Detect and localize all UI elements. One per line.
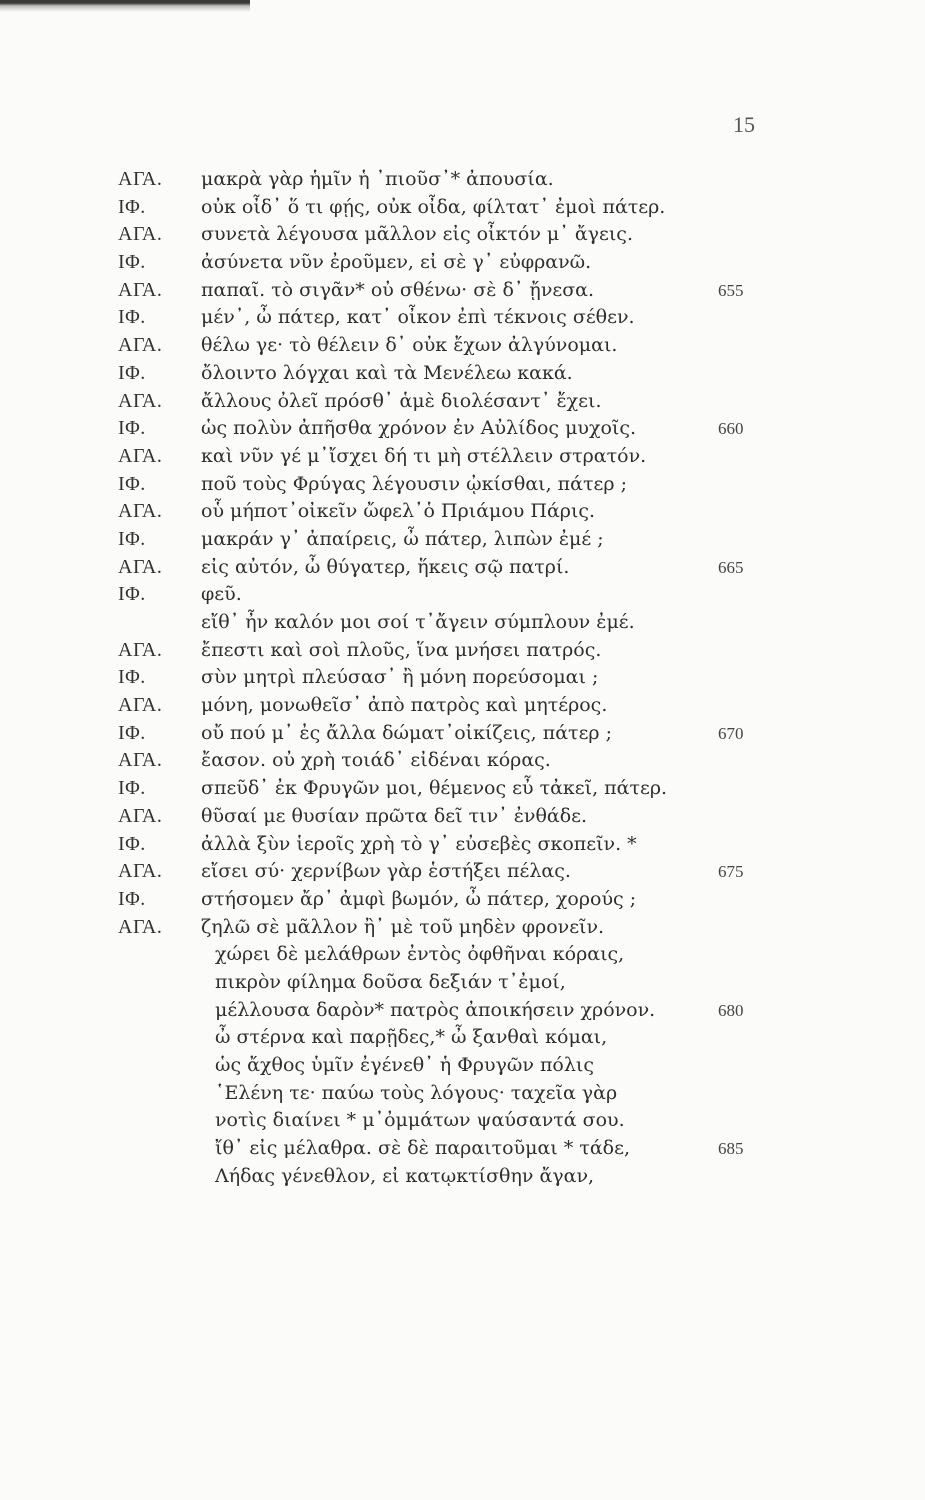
verse-text: ἔασον. οὐ χρὴ τοιάδ᾽ εἰδέναι κόρας. [201, 749, 551, 772]
speaker-label: ΑΓΑ. [118, 555, 163, 578]
verse-line [0, 526, 925, 554]
verse-line [0, 443, 925, 471]
verse-line [0, 415, 925, 443]
speaker-label: ΙΦ. [118, 777, 146, 800]
verse-line [0, 388, 925, 416]
verse-text: μέλλουσα δαρὸν* πατρὸς ἀποικήσειν χρόνον. [215, 998, 656, 1021]
verse-text: καὶ νῦν γέ μ᾽ἴσχει δή τι μὴ στέλλειν στρατόν. [201, 444, 647, 467]
verse-text: ῾Ελένη τε· παύω τοὺς λόγους· ταχεῖα γὰρ [215, 1081, 618, 1104]
verse-line [0, 332, 925, 360]
verse-line [0, 609, 925, 637]
verse-text: παπαῖ. τὸ σιγᾶν* οὐ σθένω· σὲ δ᾽ ᾔνεσα. [201, 278, 595, 301]
verse-line [0, 194, 925, 222]
verse-text: μέν᾽, ὦ πάτερ, κατ᾽ οἶκον ἐπὶ τέκνοις σέθεν. [201, 306, 635, 329]
speaker-label: ΙΦ. [118, 195, 146, 218]
speaker-label: ΑΓΑ. [118, 749, 163, 772]
verse-text: μακράν γ᾽ ἀπαίρεις, ὦ πάτερ, λιπὼν ἐμέ ; [201, 527, 604, 550]
verse-text: ἀλλὰ ξὺν ἱεροῖς χρὴ τὸ γ᾽ εὐσεβὲς σκοπεῖν. * [201, 832, 637, 855]
verse-line [0, 720, 925, 748]
verse-line [0, 304, 925, 332]
speaker-label: ΑΓΑ. [118, 334, 163, 357]
speaker-label: ΑΓΑ. [118, 638, 163, 661]
verse-line [0, 360, 925, 388]
speaker-label: ΙΦ. [118, 887, 146, 910]
speaker-label: ΙΦ. [118, 666, 146, 689]
verse-line [0, 277, 925, 305]
line-number: 670 [718, 723, 744, 743]
line-number: 680 [718, 1000, 744, 1020]
line-number: 655 [718, 280, 744, 300]
scan-edge-shadow [0, 0, 250, 12]
page-number: 15 [733, 112, 755, 137]
verse-text: ὄλοιντο λόγχαι καὶ τὰ Μενέλεω κακά. [201, 361, 573, 384]
line-number: 665 [718, 557, 744, 577]
verse-line [0, 775, 925, 803]
speaker-label: ΑΓΑ. [118, 389, 163, 412]
verse-text: συνετὰ λέγουσα μᾶλλον εἰς οἶκτόν μ᾽ ἄγεις. [201, 223, 633, 246]
verse-line [0, 637, 925, 665]
verse-line [0, 249, 925, 277]
verse-text: ἀσύνετα νῦν ἐροῦμεν, εἰ σὲ γ᾽ εὐφρανῶ. [201, 251, 592, 274]
verse-line [0, 692, 925, 720]
verse-text: χώρει δὲ μελάθρων ἐντὸς ὀφθῆναι κόραις, [215, 943, 625, 966]
verse-text: σπεῦδ᾽ ἐκ Φρυγῶν μοι, θέμενος εὖ τἀκεῖ, πάτερ. [201, 777, 668, 800]
verse-line [0, 1135, 925, 1163]
verse-text: οὔ πού μ᾽ ἐς ἄλλα δώματ᾽οἰκίζεις, πάτερ ; [201, 721, 613, 744]
speaker-label: ΙΦ. [118, 361, 146, 384]
verse-text: ὦ στέρνα καὶ παρῇδες,* ὦ ξανθαὶ κόμαι, [215, 1026, 608, 1049]
verse-line [0, 997, 925, 1025]
verse-text: στήσομεν ἄρ᾽ ἀμφὶ βωμόν, ὦ πάτερ, χορούς ; [201, 887, 637, 910]
verse-text: θέλω γε· τὸ θέλειν δ᾽ οὐκ ἔχων ἀλγύνομαι. [201, 334, 618, 357]
speaker-label: ΙΦ. [118, 721, 146, 744]
verse-text: μόνη, μονωθεῖσ᾽ ἀπὸ πατρὸς καὶ μητέρος. [201, 694, 608, 717]
verse-text: ὡς ἄχθος ὑμῖν ἐγένεθ᾽ ἡ Φρυγῶν πόλις [215, 1054, 594, 1076]
verse-line [0, 747, 925, 775]
verse-text: ἔπεστι καὶ σοὶ πλοῦς, ἵνα μνήσει πατρός. [201, 638, 602, 661]
speaker-label: ΙΦ. [118, 527, 146, 550]
verse-text: Λήδας γένεθλον, εἰ κατῳκτίσθην ἄγαν, [215, 1164, 595, 1187]
speaker-label: ΙΦ. [118, 583, 146, 606]
verse-line [0, 803, 925, 831]
verse-text: ζηλῶ σὲ μᾶλλον ἢ᾽ μὲ τοῦ μηδὲν φρονεῖν. [201, 915, 605, 938]
line-number: 675 [718, 862, 744, 882]
verse-line [0, 941, 925, 969]
verse-line [0, 886, 925, 914]
verse-line [0, 166, 925, 194]
verse-text: ἄλλους ὀλεῖ πρόσθ᾽ ἁμὲ διολέσαντ᾽ ἔχει. [201, 389, 602, 412]
verse-text: εἴσει σύ· χερνίβων γὰρ ἑστήξει πέλας. [201, 860, 571, 883]
speaker-label: ΑΓΑ. [118, 168, 163, 190]
verse-text: οὐκ οἶδ᾽ ὅ τι φῄς, οὐκ οἶδα, φίλτατ᾽ ἐμοὶ πάτερ. [201, 195, 666, 218]
verse-text: εἴθ᾽ ἦν καλόν μοι σοί τ᾽ἄγειν σύμπλουν ἐμέ. [201, 611, 635, 633]
verse-line [0, 969, 925, 997]
speaker-label: ΙΦ. [118, 472, 146, 495]
verse-line [0, 554, 925, 582]
verse-line [0, 1024, 925, 1052]
verse-line [0, 498, 925, 526]
speaker-label: ΙΦ. [118, 832, 146, 855]
verse-text: νοτὶς διαίνει * μ᾽ὀμμάτων ψαύσαντά σου. [215, 1109, 625, 1132]
line-number: 660 [718, 419, 744, 439]
verse-line [0, 1163, 925, 1191]
speaker-label: ΑΓΑ. [118, 444, 163, 467]
verse-dialogue [0, 166, 925, 1190]
speaker-label: ΑΓΑ. [118, 915, 163, 938]
speaker-label: ΑΓΑ. [118, 804, 163, 827]
speaker-label: ΑΓΑ. [118, 500, 163, 523]
verse-text: ὡς πολὺν ἀπῆσθα χρόνον ἐν Αὐλίδος μυχοῖς. [201, 417, 637, 440]
line-number: 685 [718, 1139, 744, 1159]
speaker-label: ΑΓΑ. [118, 278, 163, 301]
verse-line [0, 581, 925, 609]
speaker-label: ΑΓΑ. [118, 694, 163, 717]
verse-text: ἴθ᾽ εἰς μέλαθρα. σὲ δὲ παραιτοῦμαι * τάδε, [215, 1137, 631, 1160]
verse-line [0, 221, 925, 249]
verse-text: μακρὰ γὰρ ἡμῖν ἡ ᾽πιοῦσ᾽* ἀπουσία. [201, 168, 554, 190]
verse-line [0, 1080, 925, 1108]
verse-line [0, 914, 925, 942]
verse-text: ποῦ τοὺς Φρύγας λέγουσιν ᾠκίσθαι, πάτερ ; [201, 472, 627, 495]
speaker-label: ΙΦ. [118, 251, 146, 274]
speaker-label: ΑΓΑ. [118, 860, 163, 883]
verse-text: πικρὸν φίλημα δοῦσα δεξιάν τ᾽ἐμοί, [215, 970, 566, 993]
verse-text: φεῦ. [201, 583, 242, 606]
verse-line [0, 471, 925, 499]
speaker-label: ΑΓΑ. [118, 223, 163, 246]
verse-line [0, 1107, 925, 1135]
verse-text: οὗ μήποτ᾽οἰκεῖν ὤφελ᾽ὁ Πριάμου Πάρις. [201, 500, 596, 523]
verse-text: σὺν μητρὶ πλεύσασ᾽ ἢ μόνη πορεύσομαι ; [201, 666, 599, 689]
verse-line [0, 1052, 925, 1080]
verse-line [0, 831, 925, 859]
verse-line [0, 858, 925, 886]
verse-line [0, 664, 925, 692]
verse-text: εἰς αὐτόν, ὦ θύγατερ, ἥκεις σῷ πατρί. [201, 555, 570, 578]
speaker-label: ΙΦ. [118, 417, 146, 440]
verse-text: θῦσαί με θυσίαν πρῶτα δεῖ τιν᾽ ἐνθάδε. [201, 804, 588, 827]
speaker-label: ΙΦ. [118, 306, 146, 329]
